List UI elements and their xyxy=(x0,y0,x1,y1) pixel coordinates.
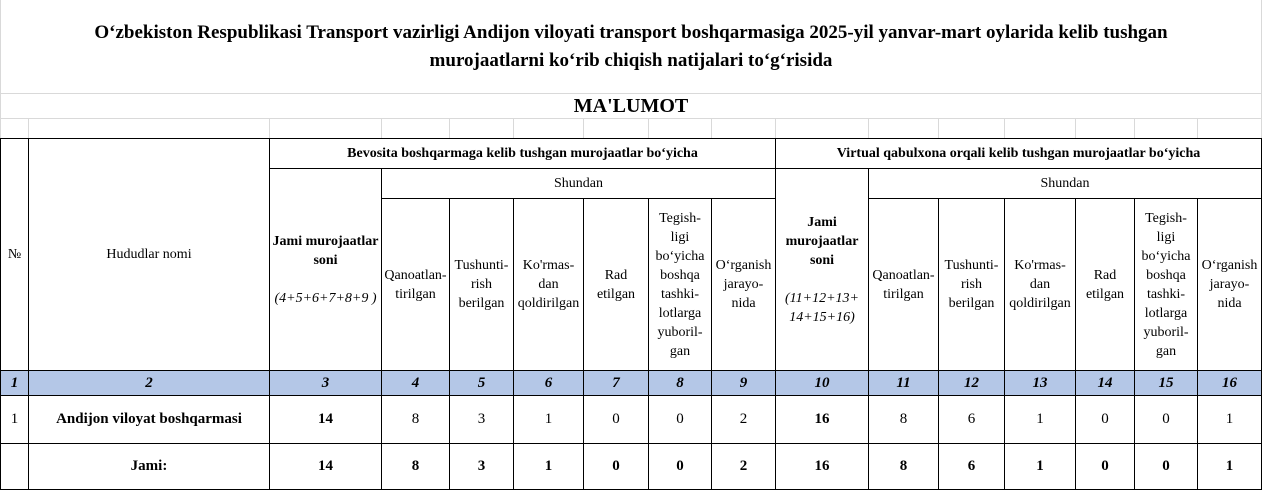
direct-total-cell: 14 xyxy=(270,396,382,444)
table-cell: 0 xyxy=(649,396,712,444)
header-virtual-total xyxy=(776,169,869,371)
subheader-in-progress: O‘rganish jarayo-nida xyxy=(1198,199,1262,371)
table-cell: 0 xyxy=(584,396,649,444)
header-no: № xyxy=(1,139,29,371)
column-number: 4 xyxy=(382,371,450,396)
sheet-gridline xyxy=(269,118,270,138)
subheader-satisfied: Qanoatlan-tirilgan xyxy=(382,199,450,371)
table-cell: 0 xyxy=(584,444,649,490)
table-cell: 16 xyxy=(776,444,869,490)
column-number: 7 xyxy=(584,371,649,396)
column-number: 3 xyxy=(270,371,382,396)
table-cell: 0 xyxy=(649,444,712,490)
virtual-total-cell: 16 xyxy=(776,396,869,444)
table-cell: 6 xyxy=(939,396,1005,444)
appeals-table xyxy=(0,138,1262,490)
sheet-gridline xyxy=(513,118,514,138)
total-label: Jami murojaatlar soni xyxy=(272,233,379,268)
column-number: 9 xyxy=(712,371,776,396)
sheet-gridline xyxy=(381,118,382,138)
column-number: 13 xyxy=(1005,371,1076,396)
table-cell: 0 xyxy=(1135,444,1198,490)
total-label-cell: Jami: xyxy=(29,444,270,490)
direct-formula: (4+5+6+7+8+9 ) xyxy=(274,290,377,306)
table-cell: 8 xyxy=(869,396,939,444)
header-group-virtual: Virtual qabulxona orqali kelib tushgan murojaatlar bo‘yicha xyxy=(776,139,1262,169)
column-number: 11 xyxy=(869,371,939,396)
subheader-rejected: Rad etilgan xyxy=(1076,199,1135,371)
subheader-explained: Tushunti-rish berilgan xyxy=(450,199,514,371)
column-number: 5 xyxy=(450,371,514,396)
column-number: 14 xyxy=(1076,371,1135,396)
column-number: 1 xyxy=(1,371,29,396)
table-cell: 0 xyxy=(1076,444,1135,490)
subheader-forwarded: Tegish-ligi bo‘yicha boshqa tashki-lotlarga yuboril-gan xyxy=(1135,199,1198,371)
sheet-gridline xyxy=(1134,118,1135,138)
row-number: 1 xyxy=(1,396,29,444)
sheet-gridline xyxy=(775,118,776,138)
sheet-gridline xyxy=(28,118,29,138)
subheader-unexamined: Ko'rmas-dan qoldirilgan xyxy=(514,199,584,371)
table-cell: 6 xyxy=(939,444,1005,490)
table-cell: 0 xyxy=(1135,396,1198,444)
table-cell: 1 xyxy=(514,396,584,444)
row-number xyxy=(1,444,29,490)
column-number-row xyxy=(1,371,1262,396)
table-cell: 8 xyxy=(869,444,939,490)
sheet-gridline xyxy=(1197,118,1198,138)
table-cell: 1 xyxy=(1005,396,1076,444)
document-heading: MA'LUMOT xyxy=(573,94,689,117)
column-number: 15 xyxy=(1135,371,1198,396)
sheet-gridline xyxy=(0,118,1262,119)
sheet-gridline xyxy=(449,118,450,138)
header-region: Hududlar nomi xyxy=(29,139,270,371)
table-cell: 8 xyxy=(382,444,450,490)
table-cell: 2 xyxy=(712,444,776,490)
column-number: 10 xyxy=(776,371,869,396)
subheader-in-progress: O‘rganish jarayo-nida xyxy=(712,199,776,371)
sheet-gridline xyxy=(583,118,584,138)
sheet-gridline xyxy=(938,118,939,138)
sheet-gridline xyxy=(868,118,869,138)
title-line-2: murojaatlarni ko‘rib chiqish natijalari to‘g‘risida xyxy=(429,50,833,71)
table-row xyxy=(1,396,1262,444)
column-number: 2 xyxy=(29,371,270,396)
total-label: Jami murojaatlar soni xyxy=(785,214,859,268)
table-cell: 8 xyxy=(382,396,450,444)
sheet-gridline xyxy=(648,118,649,138)
column-number: 6 xyxy=(514,371,584,396)
total-row xyxy=(1,444,1262,490)
header-direct-total xyxy=(270,169,382,371)
document-title xyxy=(0,0,1262,94)
table-cell: 1 xyxy=(1005,444,1076,490)
column-number: 16 xyxy=(1198,371,1262,396)
header-shundan-direct: Shundan xyxy=(382,169,776,199)
table-cell: 3 xyxy=(450,396,514,444)
sheet-gridline xyxy=(1075,118,1076,138)
column-number: 8 xyxy=(649,371,712,396)
region-name: Andijon viloyat boshqarmasi xyxy=(29,396,270,444)
subheader-forwarded: Tegish-ligi bo‘yicha boshqa tashki-lotlarga yuboril-gan xyxy=(649,199,712,371)
subheader-unexamined: Ko'rmas-dan qoldirilgan xyxy=(1005,199,1076,371)
table-cell: 1 xyxy=(1198,396,1262,444)
subheader-explained: Tushunti-rish berilgan xyxy=(939,199,1005,371)
table-cell: 14 xyxy=(270,444,382,490)
table-cell: 1 xyxy=(514,444,584,490)
header-group-direct: Bevosita boshqarmaga kelib tushgan murojaatlar bo‘yicha xyxy=(270,139,776,169)
virtual-formula: (11+12+13+ 14+15+16) xyxy=(785,290,859,325)
table-cell: 0 xyxy=(1076,396,1135,444)
subheader-satisfied: Qanoatlan-tirilgan xyxy=(869,199,939,371)
sheet-gridline xyxy=(711,118,712,138)
table-cell: 1 xyxy=(1198,444,1262,490)
header-shundan-virtual: Shundan xyxy=(869,169,1262,199)
table-cell: 3 xyxy=(450,444,514,490)
sheet-gridline xyxy=(1004,118,1005,138)
title-line-1: O‘zbekiston Respublikasi Transport vazirligi Andijon viloyati transport boshqarmasiga 2025-yil yanvar-mart oylarida kelib tushgan xyxy=(94,22,1168,43)
column-number: 12 xyxy=(939,371,1005,396)
subheader-rejected: Rad etilgan xyxy=(584,199,649,371)
table-cell: 2 xyxy=(712,396,776,444)
